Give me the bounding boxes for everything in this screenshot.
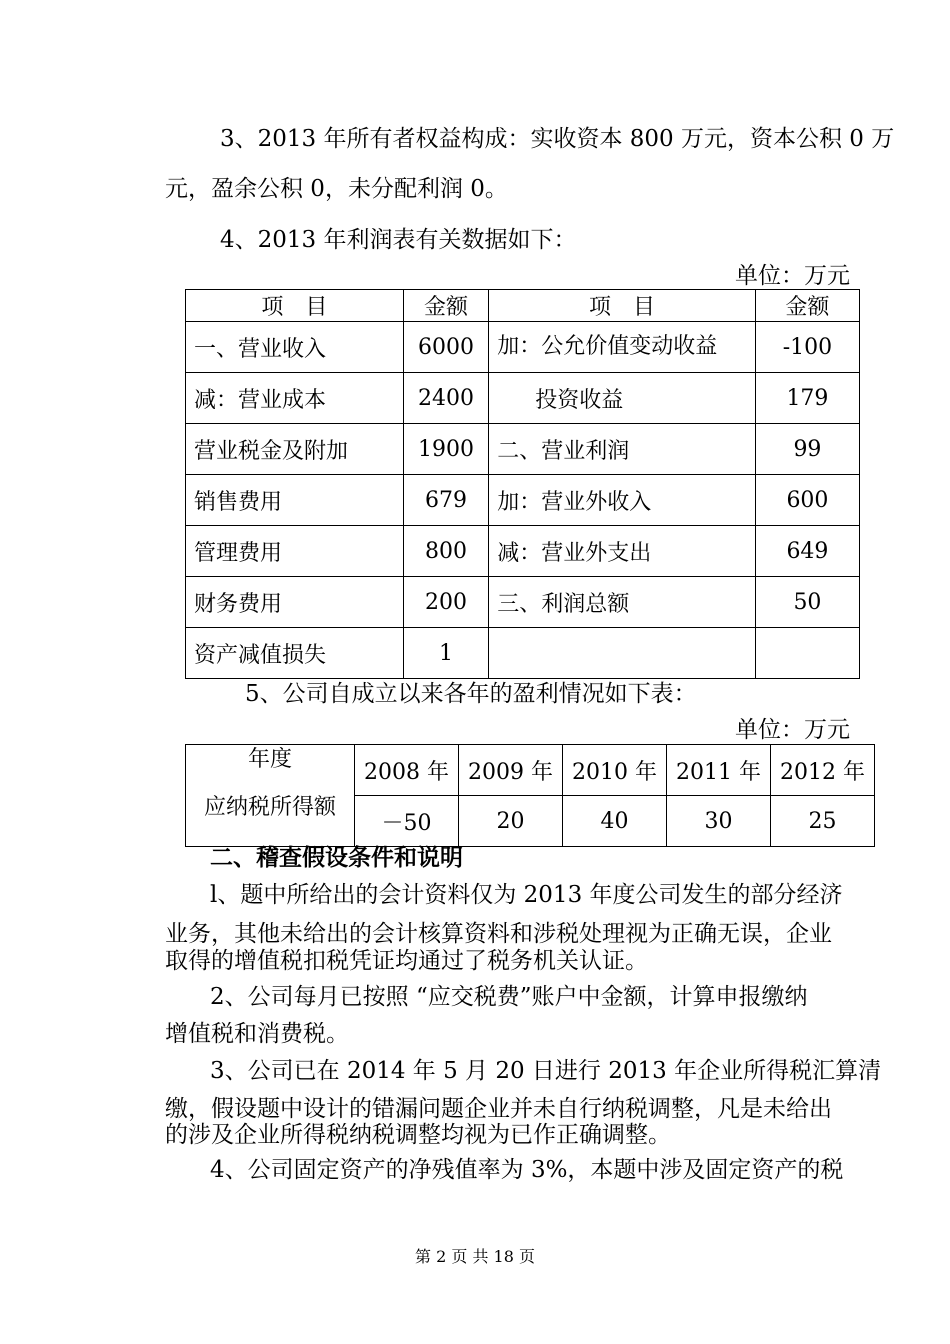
- header-item-2: 项 目: [489, 290, 756, 322]
- cell: 营业税金及附加: [186, 424, 404, 475]
- item2-line1: 2、公司每月已按照 “应交税费”账户中金额，计算申报缴纳: [210, 984, 808, 1010]
- year-cell: 2010 年: [563, 745, 667, 796]
- table-row: [186, 628, 860, 679]
- para-profit-statement-intro: 4、2013 年利润表有关数据如下：: [220, 227, 577, 253]
- cell: 649: [755, 526, 859, 577]
- profit-table-header: [186, 290, 860, 322]
- item3-line3: 的涉及企业所得税纳税调整均视为已作正确调整。: [165, 1122, 671, 1148]
- year-cell: 2011 年: [667, 745, 771, 796]
- cell: 99: [755, 424, 859, 475]
- cell: 800: [403, 526, 488, 577]
- cell: 三、利润总额: [489, 577, 756, 628]
- section-title: 二、稽查假设条件和说明: [210, 844, 463, 871]
- header-amount-2: 金额: [755, 290, 859, 322]
- cell: 减：营业外支出: [489, 526, 756, 577]
- table-row: [186, 373, 860, 424]
- table-row: [186, 526, 860, 577]
- para-owner-equity-line1: 3、2013 年所有者权益构成：实收资本 800 万元，资本公积 0 万: [220, 126, 895, 152]
- cell: 6000: [403, 322, 488, 373]
- table-row: [186, 577, 860, 628]
- taxable-income-table: [185, 744, 875, 847]
- cell: 销售费用: [186, 475, 404, 526]
- cell: -100: [755, 322, 859, 373]
- year-cell: 2012 年: [771, 745, 875, 796]
- value-cell: 25: [771, 796, 875, 847]
- page-footer: 第 2 页 共 18 页: [415, 1247, 535, 1266]
- para-owner-equity-line2: 元，盈余公积 0，未分配利润 0。: [165, 176, 508, 202]
- para-annual-profit-intro: 5、公司自成立以来各年的盈利情况如下表：: [245, 681, 697, 707]
- item2-line2: 增值税和消费税。: [165, 1021, 349, 1047]
- cell-text: 加：公允价值变动收益: [497, 334, 718, 359]
- cell: 管理费用: [186, 526, 404, 577]
- cell: 1900: [403, 424, 488, 475]
- cell: 600: [755, 475, 859, 526]
- cell: 179: [755, 373, 859, 424]
- cell: 2400: [403, 373, 488, 424]
- table-row: [186, 424, 860, 475]
- item4-line1: 4、公司固定资产的净残值率为 3%，本题中涉及固定资产的税: [210, 1157, 844, 1183]
- item3-line1: 3、公司已在 2014 年 5 月 20 日进行 2013 年企业所得税汇算清: [210, 1058, 882, 1084]
- cell: 二、营业利润: [489, 424, 756, 475]
- corner-income-label: 应纳税所得额: [203, 795, 336, 820]
- corner-year-label: 年度: [247, 747, 292, 772]
- year-cell: 2008 年: [355, 745, 459, 796]
- header-item-1: 项 目: [186, 290, 404, 322]
- cell: 一、营业收入: [186, 322, 404, 373]
- unit-label-2: 单位：万元: [735, 717, 850, 743]
- cell: 50: [755, 577, 859, 628]
- item1-line1: l、题中所给出的会计资料仅为 2013 年度公司发生的部分经济: [210, 882, 843, 908]
- corner-cell: [186, 745, 355, 847]
- value-cell: 40: [563, 796, 667, 847]
- value-cell: 30: [667, 796, 771, 847]
- cell: [489, 628, 756, 679]
- cell: [755, 628, 859, 679]
- year-cell: 2009 年: [459, 745, 563, 796]
- value-cell: －50: [355, 796, 459, 847]
- unit-label-1: 单位：万元: [735, 263, 850, 289]
- cell: 减：营业成本: [186, 373, 404, 424]
- cell: 1: [403, 628, 488, 679]
- cell: 加：营业外收入: [489, 475, 756, 526]
- header-amount-1: 金额: [403, 290, 488, 322]
- item1-line2: 业务，其他未给出的会计核算资料和涉税处理视为正确无误，企业: [165, 921, 832, 947]
- cell: 资产减值损失: [186, 628, 404, 679]
- cell: 投资收益: [489, 373, 756, 424]
- cell: 200: [403, 577, 488, 628]
- profit-table: [185, 289, 860, 679]
- cell: [489, 322, 756, 373]
- cell: 财务费用: [186, 577, 404, 628]
- table-row: [186, 475, 860, 526]
- value-cell: 20: [459, 796, 563, 847]
- item3-line2: 缴，假设题中设计的错漏问题企业并未自行纳税调整，凡是未给出: [165, 1096, 832, 1122]
- cell: 679: [403, 475, 488, 526]
- table-row: [186, 322, 860, 373]
- item1-line3: 取得的增值税扣税凭证均通过了税务机关认证。: [165, 948, 648, 974]
- table-row: [186, 745, 875, 796]
